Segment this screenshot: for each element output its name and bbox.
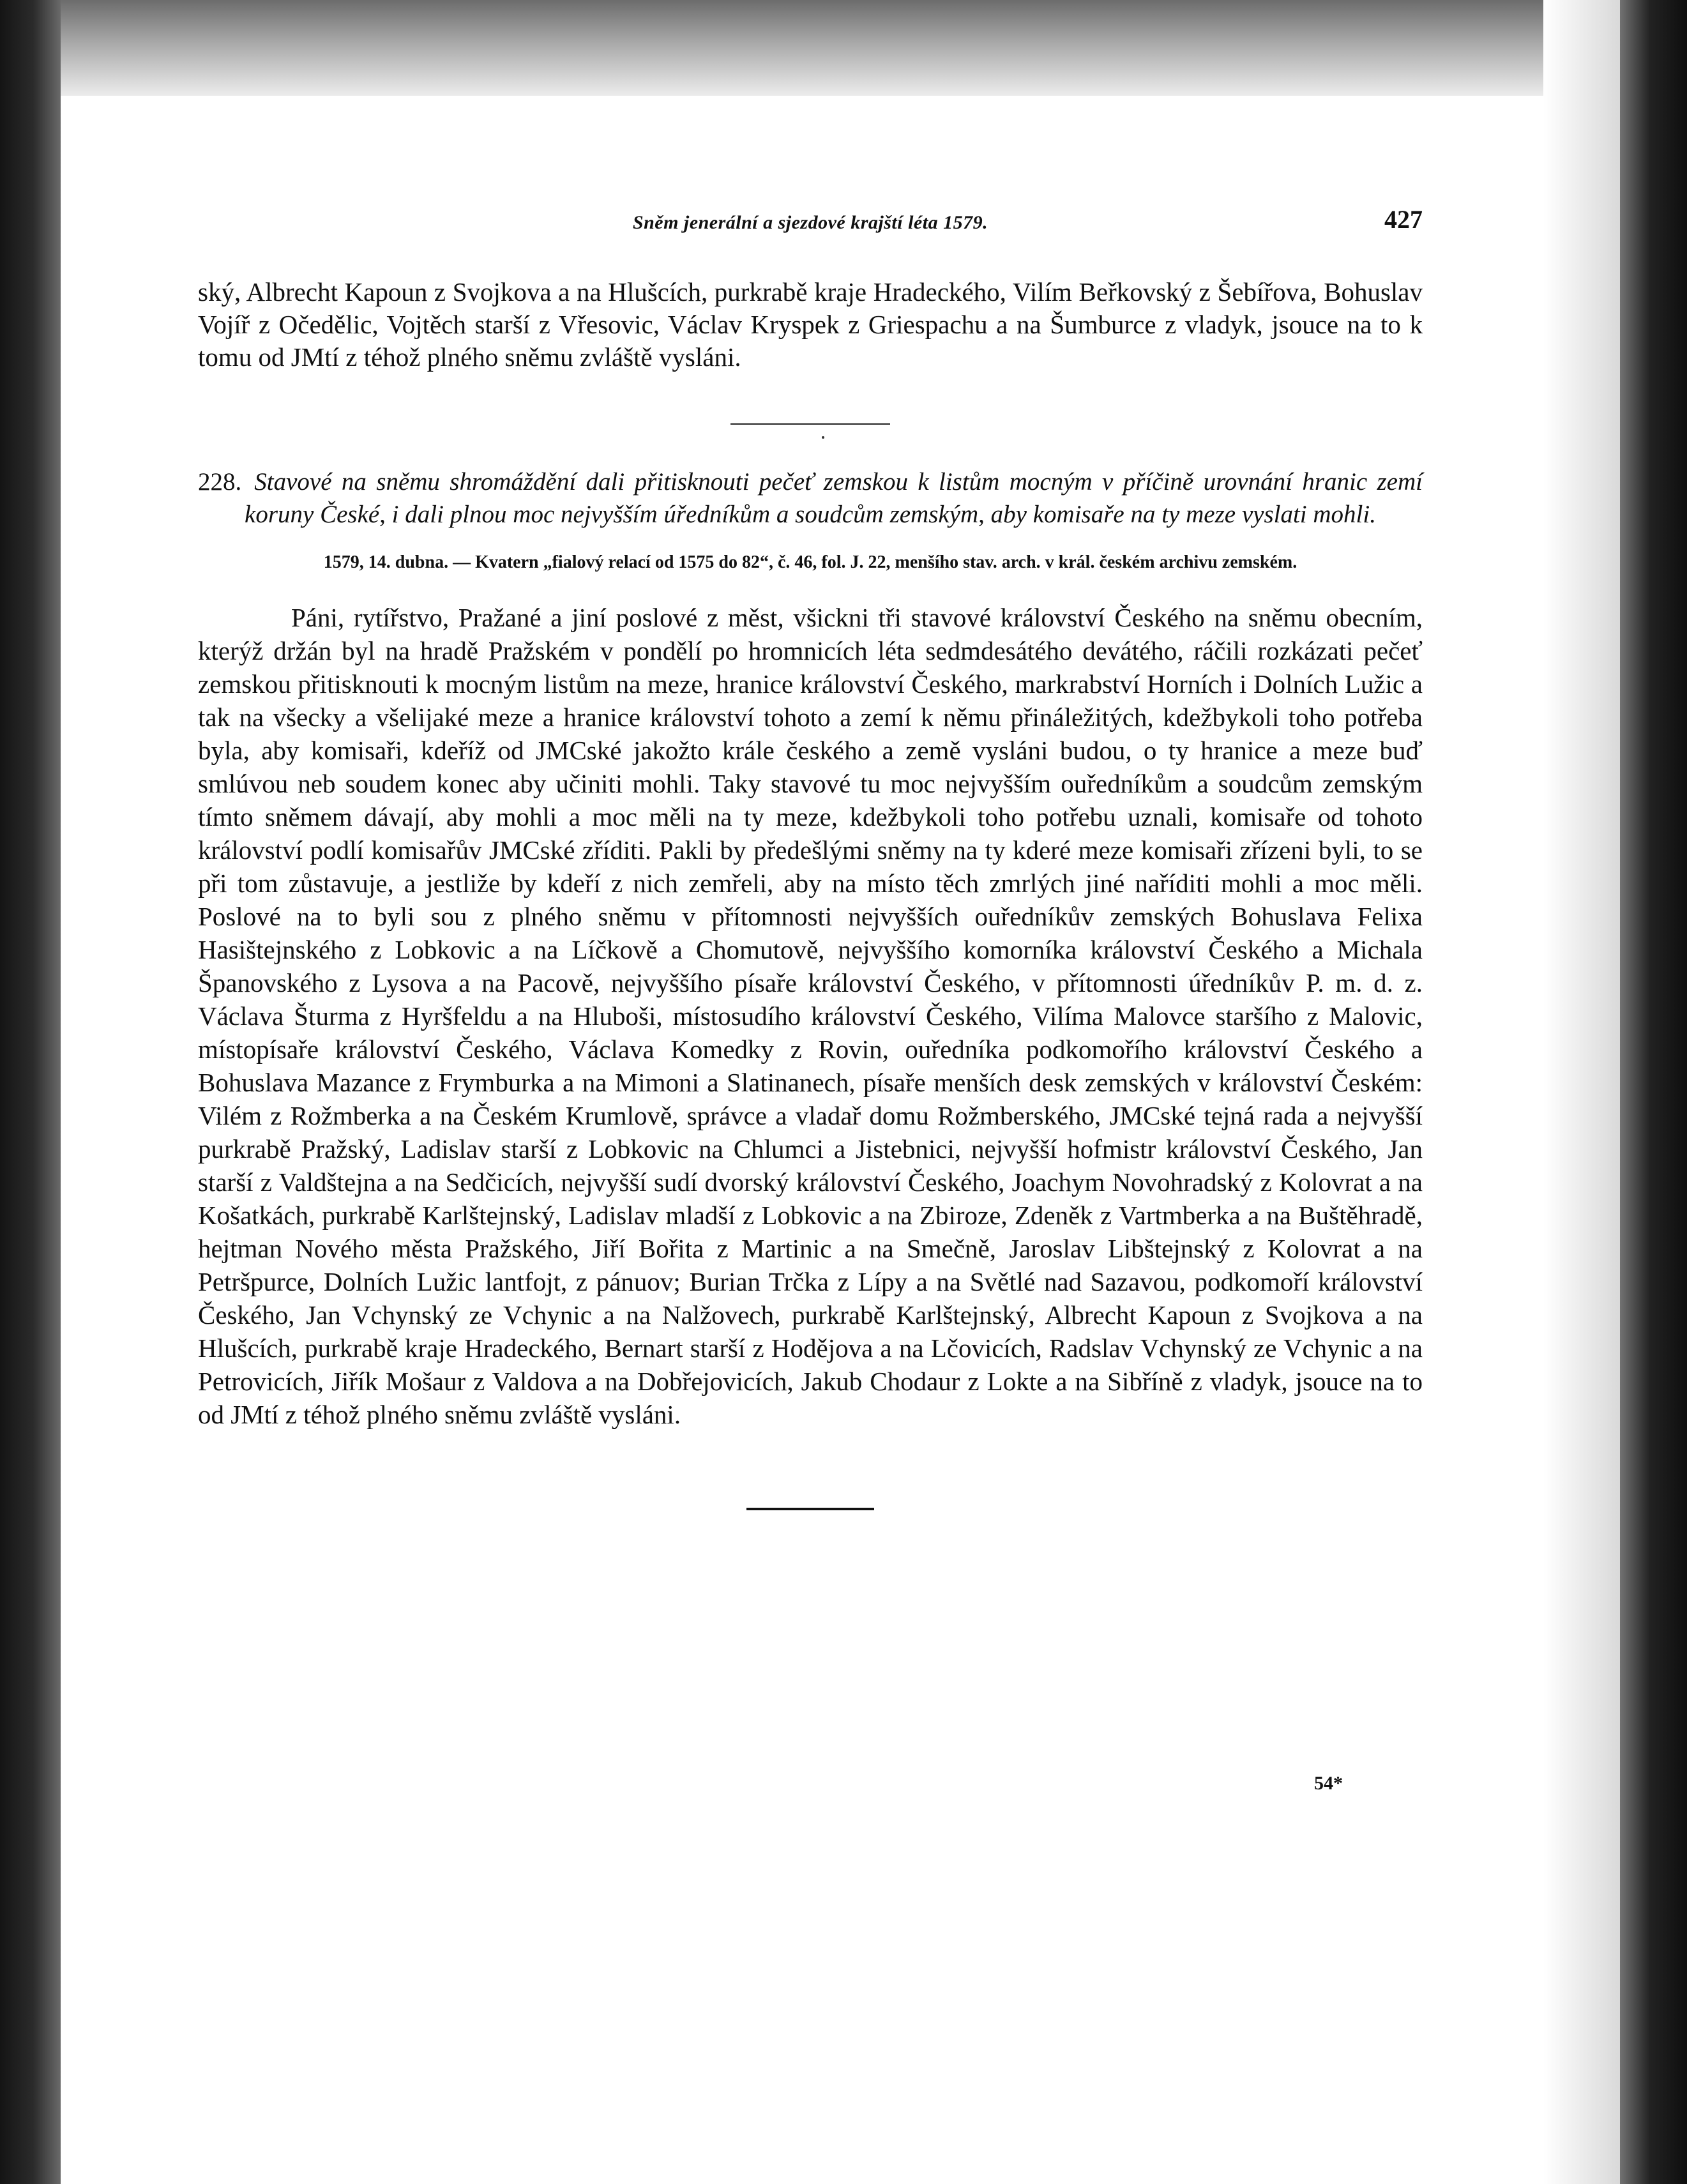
- running-head: [198, 204, 1423, 243]
- divider-dot: [822, 436, 824, 439]
- running-title: Sněm jenerální a sjezdové krajští léta 1579.: [632, 212, 988, 233]
- sheet-signature: 54*: [1314, 1773, 1343, 1794]
- scan-edge-top: [0, 0, 1687, 96]
- end-rule: [746, 1508, 874, 1510]
- page-number: 427: [1384, 205, 1423, 234]
- entry-body: Páni, rytířstvo, Pražané a jiní poslové z měst, všickni tři stavové království Českého na sněmu obecním, kterýž držán byl na hradě Pražském v pondělí po hromnicích léta sedmdesátého devátého, ráčili rozkázati pečeť zemskou přitisknouti k mocným listům na meze, hranice království Českého, markrabství Horních i Dolních Lužic a tak na všecky a všelijaké meze a hranice království tohoto a zemí k němu přináležitých, kdežbykoli toho potřeba byla, aby komisaři, kdeříž od JMCské jakožto krále českého a země vysláni budou, o ty hranice a meze buď smlúvou neb soudem konec aby učiniti mohli. Taky stavové tu moc nejvyšším ouředníkům a soudcům zemským tímto sněmem dávají, aby mohli a moc měli na ty meze, kdežbykoli toho potřebu uznali, komisaře od tohoto království podlí komisařův JMCské zříditi. Pakli by předešlými sněmy na ty kderé meze komisaři zřízeni byli, to se při tom zůstavuje, a jestliže by kdeří z nich zemřeli, aby na místo těch zmrlých jiné naříditi mohli a moc měli. Poslové na to byli sou z plného sněmu v přítomnosti nejvyšších ouředníkův zemských Bohuslava Felixa Hasištejnského z Lobkovic a na Líčkově a Chomutově, nejvyššího komorníka království Českého a Michala Španovského z Lysova a na Pacově, nejvyššího písaře království Českého, v přítomnosti úředníkův P. m. d. z. Václava Šturma z Hyršfeldu a na Hluboši, místosudího království Českého, Vilíma Malovce staršího z Malovic, místopísaře království Českého, Václava Komedky z Rovin, ouředníka podkomořího království Českého a Bohuslava Mazance z Frymburka a na Mimoni a Slatinanech, písaře menších desk zemských v království Českém: Vilém z Rožmberka a na Českém Krumlově, správce a vladař domu Rožmberského, JMCské tejná rada a nejvyšší purkrabě Pražský, Ladislav starší z Lobkovic na Chlumci a Jistebnici, nejvyšší hofmistr království Českého, Jan starší z Valdštejna a na Sedčicích, nejvyšší sudí dvorský království Českého, Joachym Novohradský z Kolovrat a na Košatkách, purkrabě Karlštejnský, Ladislav mladší z Lobkovic a na Zbiroze, Zdeněk z Vartmberka a na Buštěhradě, hejtman Nového města Pražského, Jiří Bořita z Martinic a na Smečně, Jaroslav Libštejnský z Kolovrat a na Petršpurce, Dolních Lužic lantfojt, z pánuov; Burian Trčka z Lípy a na Světlé nad Sazavou, podkomoří království Českého, Jan Vchynský ze Vchynic a na Nalžovech, purkrabě Karlštejnský, Albrecht Kapoun z Svojkova a na Hlušcích, purkrabě kraje Hradeckého, Bernart starší z Hodějova a na Lčovicích, Radslav Vchynský ze Vchynic a na Petrovicích, Jiřík Mošaur z Valdova a na Dobřejovicích, Jakub Chodaur z Lokte a na Sibříně z vladyk, jsouce na to od JMtí z téhož plného sněmu zvláště vysláni.: [198, 603, 1423, 1429]
- entry-source: 1579, 14. dubna. — Kvatern „fialový relací od 1575 do 82“, č. 46, fol. J. 22, menšího stav. arch. v král. českém archivu zemském.: [323, 552, 1297, 572]
- page-content: [198, 204, 1423, 1510]
- section-divider: [730, 423, 890, 425]
- entry-regest: [198, 466, 1423, 531]
- scan-edge-right: [1620, 0, 1687, 2184]
- scan-edge-right-shadow: [1543, 0, 1620, 2184]
- entry-regest-text: Stavové na sněmu shromáždění dali přitisknouti pečeť zemskou k listům mocným v příčině urovnání hranic zemí koruny České, i dali plnou moc nejvyšším úředníkům a soudcům zemským, aby komisaře na ty meze vyslati mohli.: [245, 468, 1423, 528]
- scan-edge-left: [0, 0, 61, 2184]
- entry-number: 228.: [198, 468, 242, 496]
- continuation-paragraph: ský, Albrecht Kapoun z Svojkova a na Hlušcích, purkrabě kraje Hradeckého, Vilím Beřkovský z Šebířova, Bohuslav Vojíř z Očedělic, Vojtěch starší z Vřesovic, Václav Kryspek z Griespachu a na Šumburce z vladyk, jsouce na to k tomu od JMtí z téhož plného sněmu zvláště vysláni.: [198, 277, 1423, 372]
